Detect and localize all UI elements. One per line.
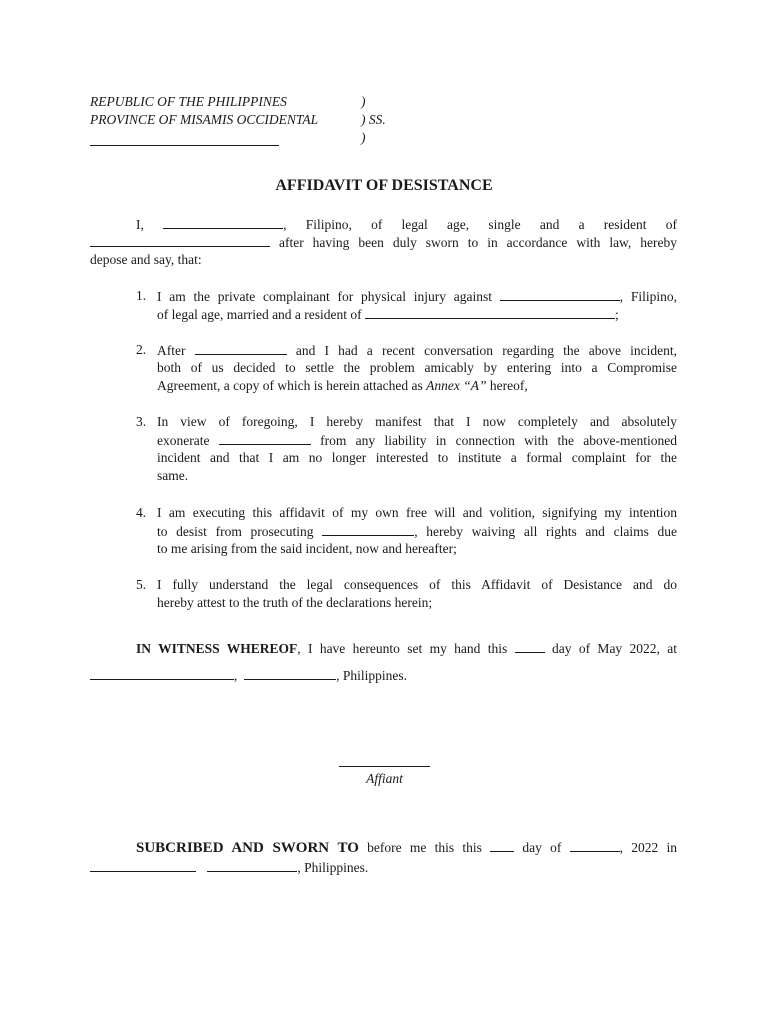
caption-republic: REPUBLIC OF THE PHILIPPINES [90,94,287,109]
jurat-day-blank [490,838,514,852]
intro-text-1: , Filipino, of legal age, single and a resident of [283,217,678,232]
item-3-number: 3. [136,414,147,429]
item-4-line-2 [157,522,677,541]
item-2-text-d: hereof, [489,378,528,393]
item-1-accused-blank [500,287,620,301]
affiant-signature-line [339,766,430,767]
item-4-line-1: I am executing this affidavit of my own free will and volition, signifying my intention [157,505,677,520]
item-1-text-b: , Filipino, [619,289,678,304]
jurat-text-a: before me this this [367,840,482,855]
item-1-residence-blank [365,305,615,319]
jurat-month-blank [570,838,620,852]
document-title: AFFIDAVIT OF DESISTANCE [275,177,493,194]
item-4-name-blank [322,522,414,536]
jurat-text-b: day of [522,840,562,855]
caption-ss: ) SS. [361,112,386,127]
item-2-number: 2. [136,342,147,357]
item-2-text-c: Agreement, a copy of which is herein attached as [157,378,423,393]
jurat-text-d: , Philippines. [297,860,369,875]
caption-paren-3: ) [361,130,366,145]
caption-blank-line [90,145,279,146]
intro-residence-blank [90,233,270,247]
witness-text-a: , I have hereunto set my hand this [297,641,508,656]
item-3-text-a: exonerate [157,433,210,448]
affiant-label: Affiant [366,771,403,786]
caption-province: PROVINCE OF MISAMIS OCCIDENTAL [90,112,319,127]
item-4-text-a: to desist from prosecuting [157,524,314,539]
item-1-line-1 [157,287,677,306]
item-3-name-blank [219,431,311,445]
intro-name-blank [163,215,283,229]
item-4-text-b: , hereby waiving all rights and claims due [414,524,678,539]
witness-text-c: , Philippines. [336,668,408,683]
jurat-heading: SUBCRIBED AND SWORN TO [136,840,359,856]
item-5-line-2: hereby attest to the truth of the declarations herein; [157,595,433,610]
item-1-text-c: of legal age, married and a resident of [157,307,362,322]
item-3-line-3: incident and that I am no longer interested to institute a formal complaint for the [157,450,677,465]
jurat-city-blank [90,858,196,872]
item-4-number: 4. [136,505,147,520]
item-4-line-3: to me arising from the said incident, now and hereafter; [157,541,457,556]
item-2-line-2: both of us decided to settle the problem amicably by entering into a Compromise [157,360,677,375]
item-2-text-b: and I had a recent conversation regarding the above incident, [295,343,678,358]
item-3-text-b: from any liability in connection with the above-mentioned [320,433,678,448]
item-1-text-a: I am the private complainant for physical injury against [157,289,492,304]
intro-line-3: depose and say, that: [90,252,202,267]
intro-line-1 [90,215,677,234]
witness-heading: IN WITNESS WHEREOF [136,641,298,656]
item-1-line-2 [157,305,619,324]
jurat-line-1 [90,838,677,857]
witness-day-blank [515,639,545,653]
witness-line-1 [90,639,677,658]
item-1-text-d: ; [615,307,619,322]
intro-pronoun: I, [136,217,144,232]
witness-province-blank [244,666,336,680]
item-2-annex: Annex “A” [426,378,487,393]
item-5-number: 5. [136,577,147,592]
intro-text-2: after having been duly sworn to in accordance with law, hereby [278,235,677,250]
jurat-text-c: , 2022 in [619,840,677,855]
item-2-text-a: After [157,343,186,358]
jurat-province-blank [207,858,297,872]
intro-line-2 [90,233,677,252]
caption-paren-1: ) [361,94,366,109]
item-3-line-2 [157,431,677,450]
item-1-number: 1. [136,288,147,303]
witness-city-blank [90,666,234,680]
item-2-line-1 [157,341,677,360]
item-2-name-blank [195,341,287,355]
witness-line-2: , , Philippines. [90,666,407,685]
item-3-line-4: same. [157,468,189,483]
item-3-line-1: In view of foregoing, I hereby manifest that I now completely and absolutely [157,414,677,429]
jurat-line-2 [90,858,368,877]
item-2-line-3 [157,377,528,395]
witness-text-b: day of May 2022, at [552,641,677,656]
item-5-line-1: I fully understand the legal consequences of this Affidavit of Desistance and do [157,577,677,592]
